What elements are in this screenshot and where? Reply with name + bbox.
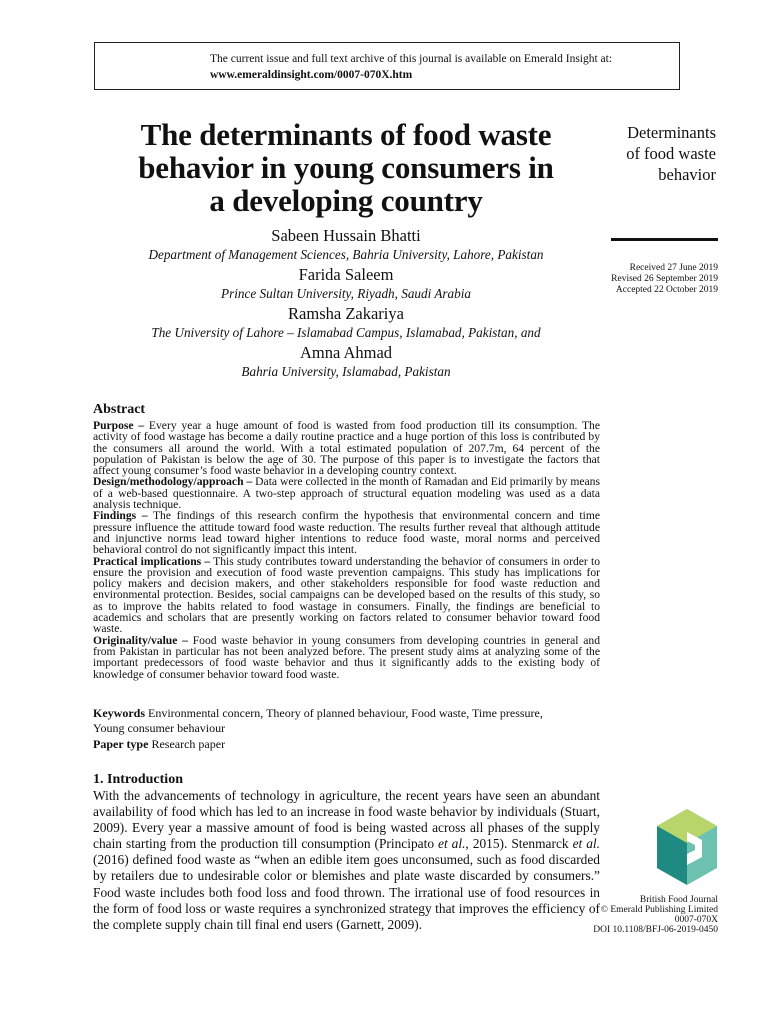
title-line: a developing country (209, 183, 483, 218)
journal-info (560, 895, 718, 935)
abstract-heading: Abstract (93, 402, 146, 417)
author-affiliation: Department of Management Sciences, Bahria University, Lahore, Pakistan (148, 247, 544, 262)
paper-type (93, 737, 225, 752)
author-affiliation: The University of Lahore – Islamabad Campus, Islamabad, Pakistan, and (151, 325, 541, 340)
received-date: Received 27 June 2019 (629, 263, 718, 273)
running-head-line: behavior (658, 165, 716, 184)
intro-text: With the advancements of technology in agriculture, the recent years have seen an abundant availability of food which has led to an increase in food waste behavior by individuals (Stuart, 2009). Every year a massive amount of food is being wasted across all phases of the supply chain starting from the production till consumption (Principato (93, 788, 600, 852)
running-head-line: of food waste (626, 144, 716, 163)
section-text: This study contributes toward understanding the behavior of consumers in order to ensure the provision and execution of food waste prevention campaigns. This study has implications for policy makers and decision makers, and other stakeholders responsible for food waste reduction and environmental protection. Besides, social campaigns can be developed based on the results of this study, so as to improve the habits related to food wastage in consumers. Finally, the findings are beneficial to academics and scholars that are presently working on factors related to consumer behavior toward food waste. (93, 554, 600, 636)
keywords-line: Young consumer behaviour (93, 721, 226, 735)
author-name: Amna Ahmad (299, 343, 393, 362)
journal-doi: DOI 10.1108/BFJ-06-2019-0450 (593, 925, 718, 935)
intro-italic: et al. (438, 836, 466, 852)
journal-issn: 0007-070X (674, 915, 718, 925)
revised-date: Revised 26 September 2019 (611, 274, 718, 284)
introduction-body (93, 788, 600, 933)
paper-type-value: Research paper (148, 737, 226, 751)
paper-type-label: Paper type (93, 737, 149, 751)
keywords-line: Environmental concern, Theory of planned behaviour, Food waste, Time pressure, (145, 706, 543, 720)
section-text: Food waste behavior in young consumers from developing countries in general and from Pakistan in particular has not been analyzed before. The present study aims at analyzing some of the important predecessors of food waste behavior and thus it significantly adds to the existing body of knowledge of consumer behavior toward food waste. (93, 633, 600, 681)
section-label: Practical implications – (93, 554, 211, 568)
archive-notice: The current issue and full text archive of this journal is available on Emerald Insight at: (210, 53, 613, 65)
section-label: Design/methodology/approach – (93, 475, 253, 489)
abstract-body (93, 420, 600, 680)
author-name: Farida Saleem (298, 265, 394, 284)
title-line: The determinants of food waste (140, 117, 552, 152)
introduction-heading: 1. Introduction (93, 772, 183, 787)
journal-name: British Food Journal (639, 895, 718, 905)
paper-title (96, 118, 596, 217)
author-affiliation: Prince Sultan University, Riyadh, Saudi Arabia (221, 286, 471, 301)
section-text: Data were collected in the month of Ramadan and Eid primarily by means of a web-based questionnaire. A two-step approach of structural equation modeling was used as a data analysis technique. (93, 475, 600, 512)
abstract-practical (93, 556, 600, 635)
author-name: Ramsha Zakariya (288, 304, 404, 323)
author-name: Sabeen Hussain Bhatti (271, 226, 421, 245)
abstract-originality (93, 635, 600, 680)
running-head (600, 122, 716, 185)
author-affiliation: Bahria University, Islamabad, Pakistan (241, 364, 451, 379)
section-text: The findings of this research confirm the hypothesis that environmental concern and time pressure influence the attitude toward food waste reduction. The results further reveal that although attitude and injunctive norms lead toward higher intentions to reduce food waste, moral norms and perceived behavioral control do not significantly impact this intent. (93, 509, 600, 557)
keywords (93, 706, 600, 736)
title-line: behavior in young consumers in (138, 150, 554, 185)
intro-text: (2016) defined food waste as “when an edible item goes unconsumed, such as food discarded by retailers due to undesirable color or blemishes and plate waste discarded by consumers.” Food waste includes both food loss and food thrown. The irrational use of food resources in the form of food loss or waste requires a synchronized strategy that improves the efficiency of the complete supply chain till final end users (Garnett, 2009). (93, 852, 600, 932)
intro-text: , 2015). Stenmarck (465, 836, 573, 852)
abstract-findings (93, 510, 600, 555)
abstract-purpose (93, 420, 600, 476)
emerald-logo-icon (656, 808, 718, 886)
margin-rule (611, 238, 718, 241)
section-label: Purpose – (93, 419, 145, 432)
section-label: Originality/value – (93, 633, 188, 647)
section-text: Every year a huge amount of food is wasted from food production till its consumption. The activity of food wastage has become a daily routine practice and a huge portion of this loss is contributed by the consumers all around the world. With a total estimated population of 207.7m, 64 percent of the population of Pakistan is below the age of 30. The purpose of this paper is to investigate the factors that affect young consumer’s food waste behavior in a developing country context. (93, 419, 600, 478)
journal-copyright: © Emerald Publishing Limited (600, 905, 718, 915)
journal-archive-box (94, 42, 680, 90)
running-head-line: Determinants (627, 123, 716, 142)
abstract-design (93, 476, 600, 510)
keywords-label: Keywords (93, 706, 145, 720)
accepted-date: Accepted 22 October 2019 (615, 285, 718, 295)
archive-url-link[interactable]: www.emeraldinsight.com/0007-070X.htm (210, 69, 413, 81)
intro-italic: et al. (572, 836, 600, 852)
section-label: Findings – (93, 509, 148, 523)
